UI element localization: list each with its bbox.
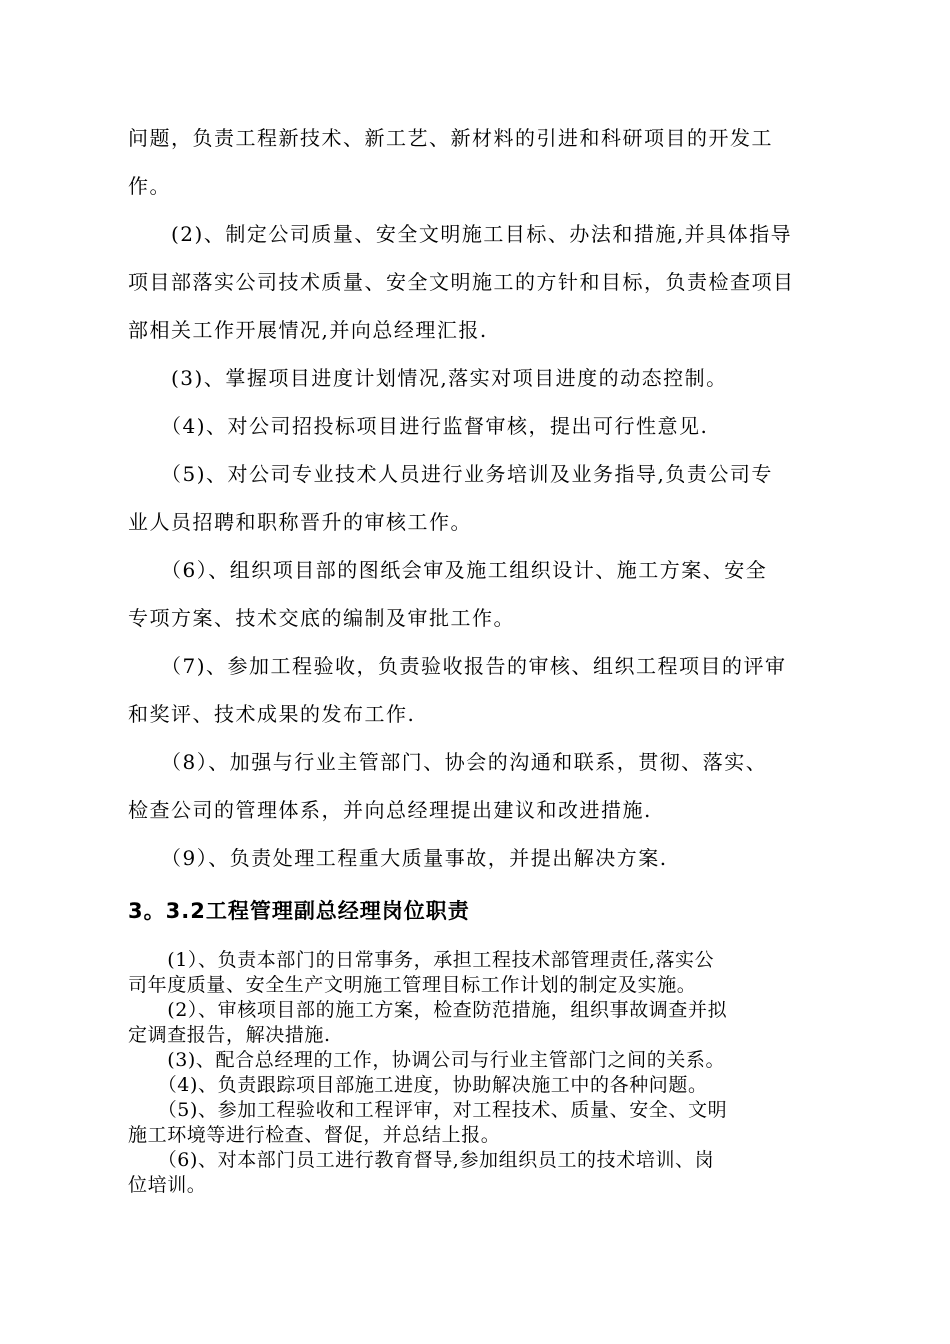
paragraph-line: 和奖评、技术成果的发布工作. bbox=[128, 702, 416, 726]
paragraph-line: 司年度质量、安全生产文明施工管理目标工作计划的制定及实施。 bbox=[128, 974, 697, 996]
paragraph-line: 业人员招聘和职称晋升的审核工作。 bbox=[128, 510, 472, 534]
paragraph-line: (2）、审核项目部的施工方案，检查防范措施，组织事故调查并拟 bbox=[128, 999, 728, 1021]
paragraph-line: 部相关工作开展情况,并向总经理汇报. bbox=[128, 318, 488, 342]
paragraph-line: (2)、制定公司质量、安全文明施工目标、办法和措施,并具体指导 bbox=[128, 222, 793, 246]
paragraph-line: 项目部落实公司技术质量、安全文明施工的方针和目标，负责检查项目 bbox=[128, 270, 795, 294]
paragraph-line: 位培训。 bbox=[128, 1174, 207, 1196]
paragraph-line: （4)、负责跟踪项目部施工进度，协助解决施工中的各种问题。 bbox=[128, 1074, 708, 1096]
paragraph-line: 作。 bbox=[128, 174, 171, 198]
paragraph-line: 施工环境等进行检查、督促，并总结上报。 bbox=[128, 1124, 501, 1146]
paragraph-line: （9）、负责处理工程重大质量事故，并提出解决方案. bbox=[128, 846, 668, 870]
paragraph-line: (1）、负责本部门的日常事务，承担工程技术部管理责任,落实公 bbox=[128, 949, 715, 971]
paragraph-line: 专项方案、技术交底的编制及审批工作。 bbox=[128, 606, 515, 630]
paragraph-line: (3)、掌握项目进度计划情况,落实对项目进度的动态控制。 bbox=[128, 366, 728, 390]
paragraph-line: 检查公司的管理体系，并向总经理提出建议和改进措施. bbox=[128, 798, 652, 822]
paragraph-line: （5)、对公司专业技术人员进行业务培训及业务指导,负责公司专 bbox=[128, 462, 773, 486]
paragraph-line: （5)、参加工程验收和工程评审，对工程技术、质量、安全、文明 bbox=[128, 1099, 728, 1121]
paragraph-line: 问题，负责工程新技术、新工艺、新材料的引进和科研项目的开发工 bbox=[128, 126, 773, 150]
paragraph-line: （6）、组织项目部的图纸会审及施工组织设计、施工方案、安全 bbox=[128, 558, 768, 582]
section-heading: 3。3.2工程管理副总经理岗位职责 bbox=[128, 899, 470, 923]
paragraph-line: （7)、参加工程验收，负责验收报告的审核、组织工程项目的评审 bbox=[128, 654, 787, 678]
paragraph-line: 定调查报告，解决措施. bbox=[128, 1024, 331, 1046]
paragraph-line: (3)、配合总经理的工作，协调公司与行业主管部门之间的关系。 bbox=[128, 1049, 726, 1071]
paragraph-line: （6)、对本部门员工进行教育督导,参加组织员工的技术培训、岗 bbox=[128, 1149, 715, 1171]
paragraph-line: （4)、对公司招投标项目进行监督审核，提出可行性意见. bbox=[128, 414, 709, 438]
paragraph-line: （8）、加强与行业主管部门、协会的沟通和联系，贯彻、落实、 bbox=[128, 750, 768, 774]
